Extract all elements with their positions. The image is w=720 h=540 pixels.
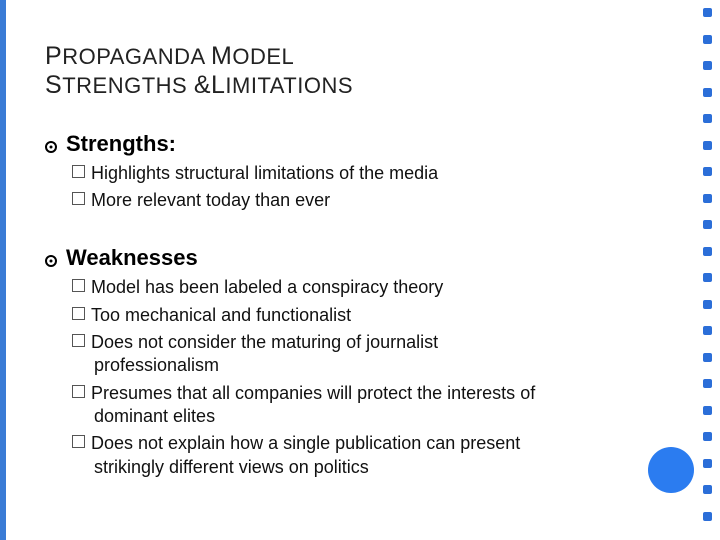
decorative-dot (703, 167, 712, 176)
strength-item: More relevant today than ever (72, 189, 330, 211)
decorative-dot (703, 35, 712, 44)
decorative-large-circle (648, 447, 694, 493)
decorative-dot (703, 432, 712, 441)
decorative-dot (703, 114, 712, 123)
checkbox-icon (72, 334, 85, 347)
decorative-dot (703, 459, 712, 468)
strength-item: Highlights structural limitations of the media (72, 162, 438, 184)
decorative-dot (703, 141, 712, 150)
decorative-dot (703, 326, 712, 335)
checkbox-icon (72, 192, 85, 205)
weakness-item: Too mechanical and functionalist (72, 304, 351, 326)
decorative-dot (703, 485, 712, 494)
decorative-dot (703, 194, 712, 203)
checkbox-icon (72, 435, 85, 448)
decorative-dot (703, 406, 712, 415)
gear-bullet-icon (44, 140, 58, 154)
decorative-dot (703, 8, 712, 17)
decorative-dot (703, 61, 712, 70)
checkbox-icon (72, 279, 85, 292)
weakness-item-continuation: dominant elites (94, 406, 216, 426)
decorative-dot (703, 247, 712, 256)
weakness-item-continuation: strikingly different views on politics (94, 457, 369, 477)
weakness-item-continuation: professionalism (94, 355, 220, 375)
checkbox-icon (72, 165, 85, 178)
weakness-item: Model has been labeled a conspiracy theory (72, 276, 443, 298)
decorative-dot (703, 300, 712, 309)
decorative-dot (703, 512, 712, 521)
title-line-2: STRENGTHS &LIMITATIONS (45, 71, 354, 99)
decorative-dot (703, 88, 712, 97)
weakness-item: Does not consider the maturing of journalist (72, 331, 438, 353)
weakness-item: Does not explain how a single publication can present (72, 432, 520, 454)
left-accent-bar (0, 0, 6, 540)
checkbox-icon (72, 307, 85, 320)
weakness-item: Presumes that all companies will protect the interests of (72, 382, 535, 404)
decorative-dot (703, 220, 712, 229)
weaknesses-heading: Weaknesses (66, 245, 198, 270)
slide-title (45, 42, 353, 100)
title-line-1: PROPAGANDA MODEL (45, 42, 295, 70)
decorative-dot (703, 273, 712, 282)
checkbox-icon (72, 385, 85, 398)
decorative-dot (703, 353, 712, 362)
gear-bullet-icon (44, 254, 58, 268)
strengths-heading: Strengths: (66, 131, 176, 156)
decorative-dot (703, 379, 712, 388)
